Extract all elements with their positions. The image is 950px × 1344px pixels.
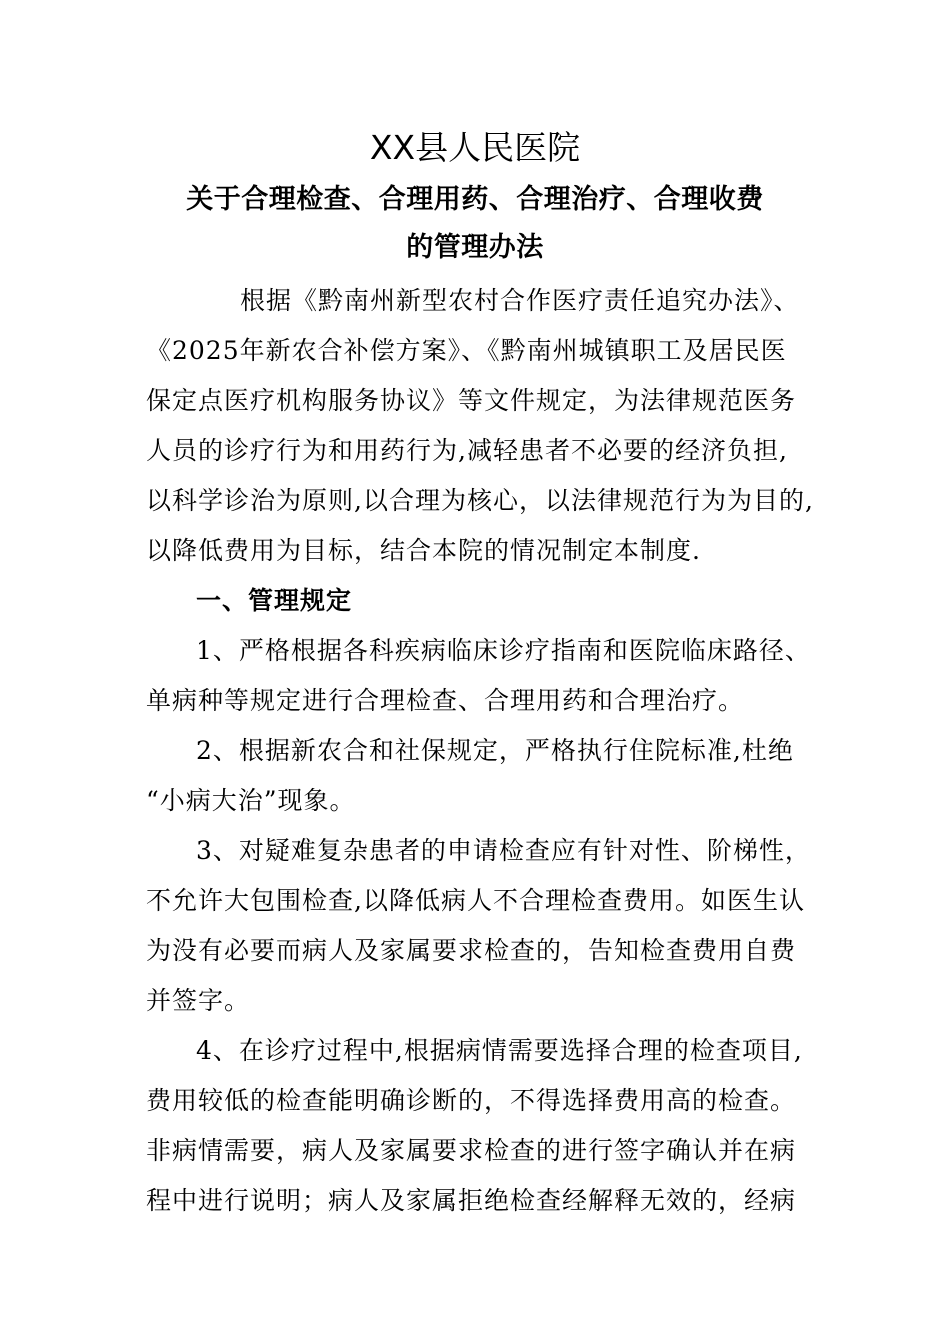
item1-line: 单病种等规定进行合理检查、合理用药和合理治疗。 [146,686,745,715]
item3-line: 不允许大包围检查,以降低病人不合理检查费用。如医生认 [146,886,805,915]
document-subtitle-line2: 的管理办法 [406,232,544,263]
intro-line: 人员的诊疗行为和用药行为,减轻患者不必要的经济负担, [146,436,788,465]
intro-line: 根据《黔南州新型农村合作医疗责任追究办法》、 [240,286,800,315]
item4-line: 程中进行说明；病人及家属拒绝检查经解释无效的，经病 [146,1186,797,1215]
document-subtitle-line1: 关于合理检查、合理用药、合理治疗、合理收费 [186,184,764,215]
item4-line: 费用较低的检查能明确诊断的，不得选择费用高的检查。 [146,1086,797,1115]
item4-line: 非病情需要，病人及家属要求检查的进行签字确认并在病 [146,1136,797,1165]
document-title: XX县人民医院 [369,128,581,167]
section-heading: 一、管理规定 [196,586,353,615]
item3-line: 并签字。 [146,986,251,1015]
item3-line: 为没有必要而病人及家属要求检查的，告知检查费用自费 [146,936,797,965]
intro-line: 保定点医疗机构服务协议》等文件规定，为法律规范医务 [146,386,797,415]
intro-line: 以科学诊治为原则,以合理为核心，以法律规范行为为目的, [146,486,814,515]
item3-line: 3、对疑难复杂患者的申请检查应有针对性、阶梯性， [196,836,811,865]
intro-line: 以降低费用为目标，结合本院的情况制定本制度. [146,536,701,565]
intro-line: 《2025年新农合补偿方案》、《黔南州城镇职工及居民医 [146,336,787,365]
item1-line: 1、严格根据各科疾病临床诊疗指南和医院临床路径、 [196,636,811,665]
item2-line: 2、根据新农合和社保规定，严格执行住院标准,杜绝 [196,736,794,765]
item2-line: “小病大治”现象。 [146,786,356,815]
item4-line: 4、在诊疗过程中,根据病情需要选择合理的检查项目, [196,1036,803,1065]
